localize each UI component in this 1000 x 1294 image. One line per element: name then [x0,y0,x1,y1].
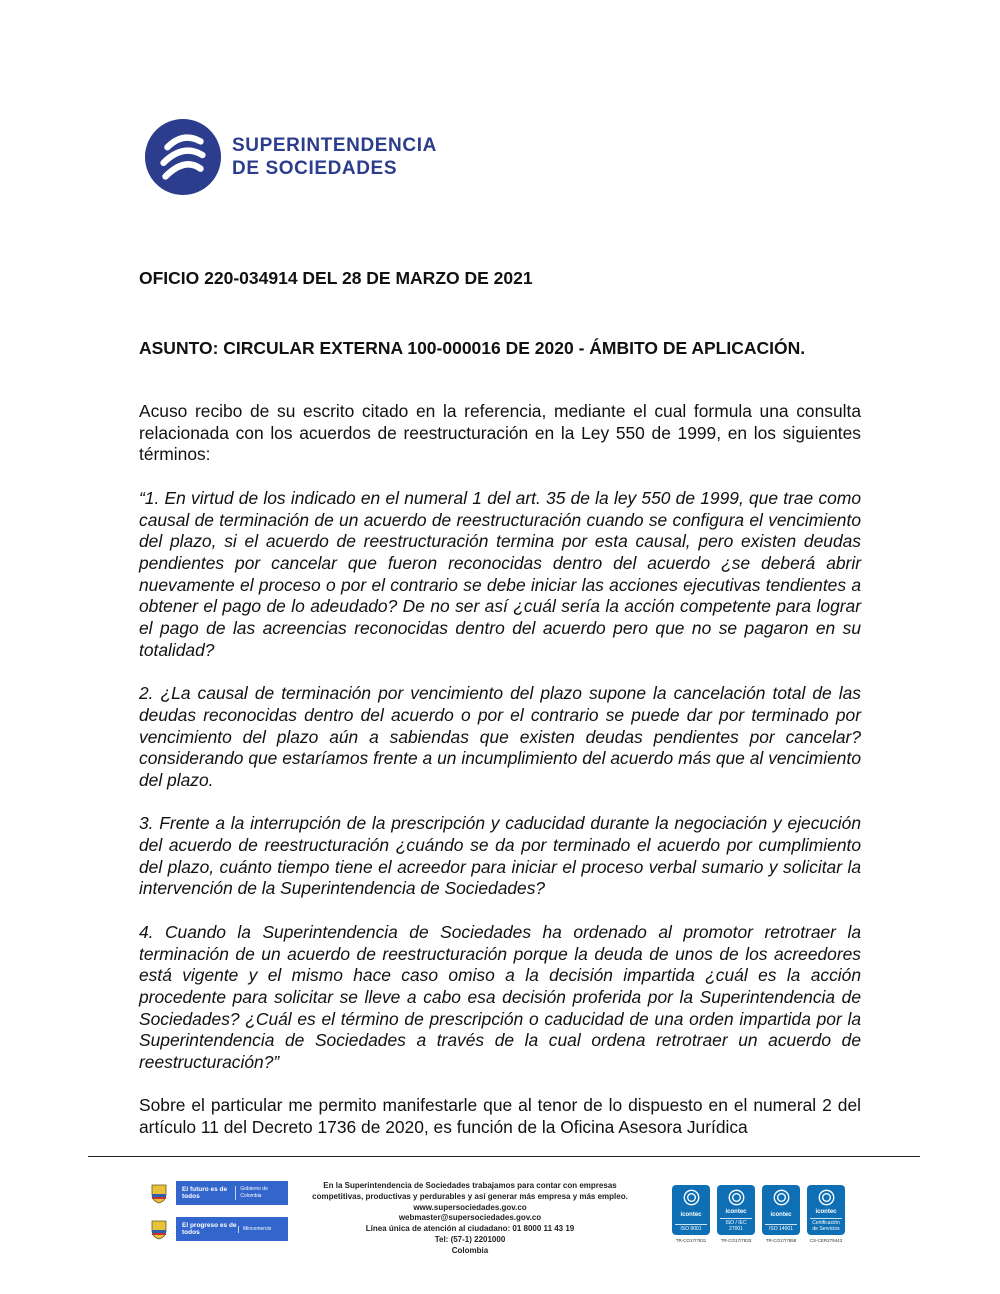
cert-card [807,1185,845,1235]
cert-brand: icontec [680,1212,702,1218]
cert-code: TR-CO17/7833 [720,1238,752,1243]
cert-badge-servicios [807,1185,845,1243]
cert-code: CS-CER279443 [809,1238,843,1243]
footer-contact-info [280,1181,660,1257]
superintendencia-emblem-icon [144,118,222,196]
gov-badge-main: El progreso es de todos [182,1222,237,1236]
cert-brand: icontec [725,1209,747,1215]
document-body [139,401,861,1161]
cert-standard: ISO 14001 [765,1224,797,1232]
cert-brand: icontec [770,1212,792,1218]
cert-badge-iso-27001 [717,1185,755,1243]
footer-line: competitivas, productivas y perdurables y así generar más empresa y más empleo. [312,1191,628,1201]
cert-standard: ISO 9001 [675,1224,707,1232]
response-paragraph: Sobre el particular me permito manifestarle que al tenor de lo dispuesto en el numeral 2 del artículo 11 del Decreto 1736 de 2020, es función de la Oficina Asesora Jurídica [139,1095,861,1138]
footer-tel-line: Tel: (57-1) 2201000 [434,1234,506,1244]
cert-card [717,1185,755,1235]
gov-badge-box [176,1181,288,1205]
cert-badge-iso-14001 [762,1185,800,1243]
icontec-icon [773,1189,790,1206]
question-1-paragraph: “1. En virtud de los indicado en el numeral 1 del art. 35 de la ley 550 de 1999, que trae como causal de terminación de un acuerdo de reestructuración cuando se configura el vencimiento del plazo, si el acuerdo de reestructuración termina por esta causal, pero existen deudas pendientes por cancelar que fueron reconocidas dentro del acuerdo ¿se deberá abrir nuevamente el proceso o por el contrario se debe iniciar las acciones ejecutivas tendientes a obtener el pago de lo adeudado? De no ser así ¿cuál sería la acción competente para lograr el pago de las acreencias reconocidas dentro del acuerdo pero que no se pagaron en su totalidad? [139,487,861,660]
question-2-paragraph: 2. ¿La causal de terminación por vencimiento del plazo supone la cancelación total de las deudas reconocidas dentro del acuerdo o por el contrario se puede dar por terminado por vencimiento del plazo aún a sabiendas que existen deudas pendientes por cancelar? considerando que estaríamos frente a un incumplimiento del acuerdo más que al vencimiento del plazo. [139,683,861,790]
cert-brand: icontec [815,1209,837,1215]
colombia-seal-icon [150,1182,168,1204]
document-title: OFICIO 220-034914 DEL 28 DE MARZO DE 2021 [139,268,533,288]
icontec-icon [683,1189,700,1206]
icontec-icon [818,1189,835,1206]
cert-card [762,1185,800,1235]
footer-email-link[interactable]: webmaster@supersociedades.gov.co [398,1213,542,1223]
cert-standard: ISO / IEC 27001 [720,1218,752,1232]
cert-badge-iso-9001 [672,1185,710,1243]
certification-badges [672,1185,845,1243]
footer-country: Colombia [451,1245,489,1255]
question-3-paragraph: 3. Frente a la interrupción de la prescripción y caducidad durante la negociación y ejecución del acuerdo de reestructuración ¿cuándo se da por terminado el acuerdo por cumplimiento del plazo, cuánto tiempo tiene el acreedor para iniciar el proceso verbal sumario y solicitar la intervención de la Superintendencia de Sociedades? [139,813,861,899]
gov-badge-progreso [150,1217,288,1241]
logo-wordmark [232,134,437,180]
footer-website-link[interactable]: www.supersociedades.gov.co [413,1202,527,1212]
colombia-seal-icon [150,1218,168,1240]
footer-divider [88,1156,920,1157]
gov-badge-futuro [150,1181,288,1205]
gov-badge-side: Gobierno de Colombia [235,1186,288,1200]
cert-card [672,1185,710,1235]
cert-standard: Certificación de Servicios [810,1218,842,1232]
cert-code: TR-CO17/7831 [675,1238,707,1243]
cert-code: TR-CO17/7858 [765,1238,797,1243]
gov-badge-box [176,1217,288,1241]
superintendencia-logo [144,118,437,196]
document-subject: ASUNTO: CIRCULAR EXTERNA 100-000016 DE 2020 - ÁMBITO DE APLICACIÓN. [139,338,806,358]
intro-paragraph: Acuso recibo de su escrito citado en la referencia, mediante el cual formula una consulta relacionada con los acuerdos de reestructuración en la Ley 550 de 1999, en los siguientes términos: [139,401,861,465]
gov-badge-side: Mincomercio [238,1226,271,1233]
question-4-paragraph: 4. Cuando la Superintendencia de Sociedades ha ordenado al promotor retrotraer la terminación de un acuerdo de reestructuración porque la deuda de unos de los acreedores está vigente y el mismo hace caso omiso a la decisión impartida ¿cuál es la acción procedente para solicitar se lleve a cabo esa decisión proferida por la Superintendencia de Sociedades? ¿Cuál es el término de prescripción o caducidad de una orden impartida por la Superintendencia de Sociedades a través de la cual ordena retrotraer un acuerdo de reestructuración?” [139,921,861,1073]
logo-line-2: DE SOCIEDADES [232,158,398,179]
footer-phone-line: Línea única de atención al ciudadano: 01 8000 11 43 19 [365,1224,575,1234]
icontec-icon [728,1189,745,1206]
gov-badge-main: El futuro es de todos [182,1186,228,1200]
footer-line: En la Superintendencia de Sociedades trabajamos para contar con empresas [323,1181,617,1190]
logo-line-1: SUPERINTENDENCIA [232,135,437,156]
